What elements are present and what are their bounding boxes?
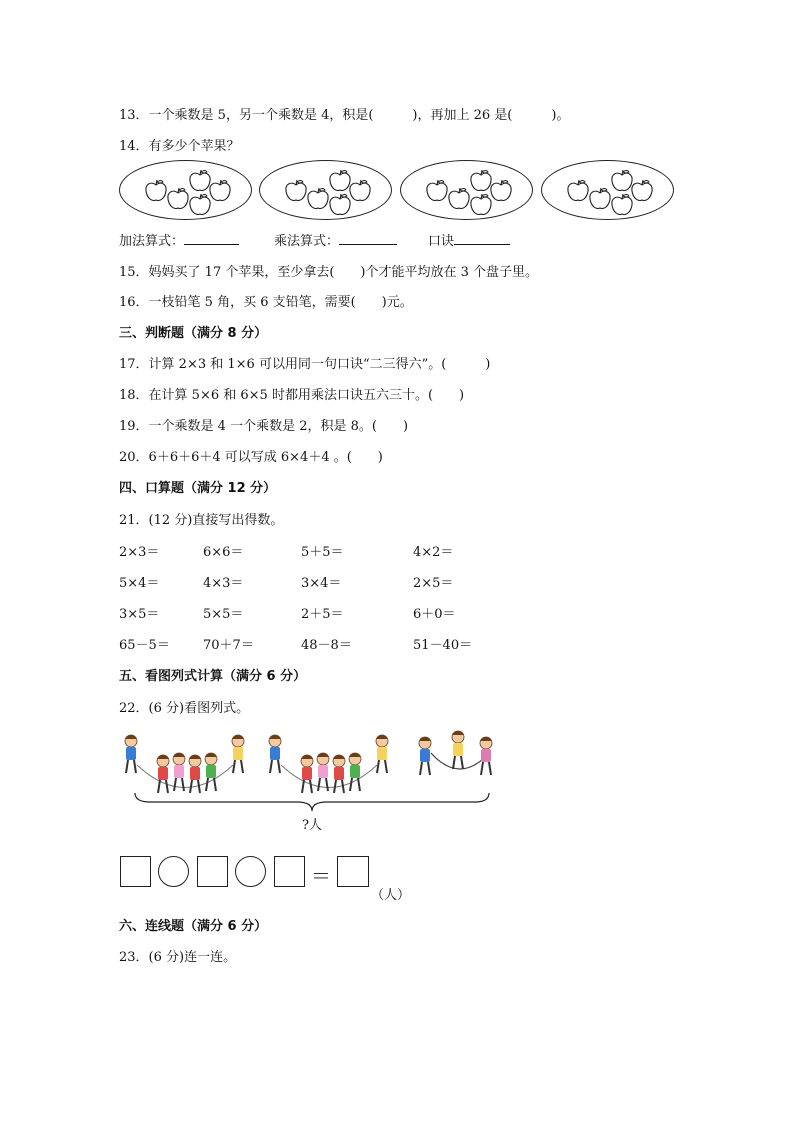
child-figure	[376, 735, 388, 773]
child-figure	[189, 755, 201, 793]
rope-group-3	[419, 731, 492, 775]
child-figure	[349, 753, 361, 791]
calc-cell: 3×5＝	[119, 607, 160, 622]
addition-label: 加法算式：	[119, 234, 185, 249]
question-18: 18．在计算 5×6 和 6×5 时都用乘法口诀五六三十。( )	[119, 388, 465, 403]
question-21: 21．(12 分)直接写出得数。	[119, 513, 284, 528]
calc-cell: 65－5＝	[119, 638, 170, 653]
question-22: 22．(6 分)看图列式。	[119, 701, 250, 716]
question-14: 14．有多少个苹果？	[119, 139, 240, 154]
question-19: 19．一个乘数是 4 一个乘数是 2，积是 8。( )	[119, 419, 409, 434]
child-figure	[232, 735, 244, 773]
rhyme-blank[interactable]	[454, 232, 510, 245]
rhyme-label-row	[428, 230, 510, 249]
child-figure	[269, 735, 281, 773]
answer-box-2[interactable]	[197, 856, 228, 887]
multiplication-label-row	[274, 230, 397, 249]
child-figure	[125, 735, 137, 773]
calc-cell: 51－40＝	[413, 638, 473, 653]
section-6-title: 六、连线题（满分 6 分）	[119, 919, 268, 934]
apple-icon	[468, 192, 494, 218]
apple-icon	[609, 192, 635, 218]
child-figure	[333, 755, 345, 793]
calc-cell: 2×5＝	[413, 576, 454, 591]
rope-group-2	[269, 735, 388, 793]
calc-cell: 48－8＝	[301, 638, 352, 653]
child-figure	[301, 755, 313, 793]
question-15: 15．妈妈买了 17 个苹果，至少拿去( )个才能平均放在 3 个盘子里。	[119, 265, 539, 280]
equals-sign: ＝	[311, 864, 331, 888]
calc-cell: 6×6＝	[203, 545, 244, 560]
addition-blank[interactable]	[184, 232, 239, 245]
rope-group-1	[125, 735, 244, 793]
multiplication-blank[interactable]	[339, 232, 397, 245]
question-16: 16．一枝铅笔 5 角，买 6 支铅笔，需要( )元。	[119, 295, 413, 310]
child-figure	[317, 753, 329, 791]
question-13: 13．一个乘数是 5，另一个乘数是 4，积是( )，再加上 26 是( )。	[119, 108, 570, 123]
answer-box-3[interactable]	[274, 856, 305, 887]
calc-cell: 5×4＝	[119, 576, 160, 591]
brace	[135, 793, 489, 811]
question-23: 23．(6 分)连一连。	[119, 950, 237, 965]
child-figure	[480, 737, 492, 775]
answer-box-result[interactable]	[337, 856, 369, 887]
multiplication-label: 乘法算式：	[274, 234, 340, 249]
addition-label-row	[119, 230, 239, 249]
child-figure	[419, 737, 431, 775]
calc-cell: 5＋5＝	[301, 545, 344, 560]
child-figure	[452, 731, 464, 769]
apple-icon	[327, 192, 353, 218]
question-17: 17．计算 2×3 和 1×6 可以用同一句口诀“二三得六”。( )	[119, 357, 491, 372]
calc-cell: 5×5＝	[203, 607, 244, 622]
answer-box-1[interactable]	[120, 856, 151, 887]
apple-icon	[187, 192, 213, 218]
child-figure	[173, 753, 185, 791]
unit-label: （人）	[371, 888, 411, 903]
calc-cell: 6＋0＝	[413, 607, 456, 622]
calc-cell: 3×4＝	[301, 576, 342, 591]
calc-cell: 2×3＝	[119, 545, 160, 560]
calc-cell: 2＋5＝	[301, 607, 344, 622]
rhyme-label: 口诀	[428, 234, 455, 249]
calc-cell: 70＋7＝	[203, 638, 254, 653]
question-20: 20．6＋6＋6＋4 可以写成 6×4＋4 。( )	[119, 450, 383, 465]
child-figure	[205, 753, 217, 791]
calc-cell: 4×2＝	[413, 545, 454, 560]
child-figure	[157, 755, 169, 793]
brace-label: ?人	[302, 818, 322, 833]
operator-circle-2[interactable]	[235, 856, 266, 887]
section-4-title: 四、口算题（满分 12 分）	[119, 481, 277, 496]
operator-circle-1[interactable]	[158, 856, 189, 887]
section-3-title: 三、判断题（满分 8 分）	[119, 326, 268, 341]
section-5-title: 五、看图列式计算（满分 6 分）	[119, 669, 307, 684]
calc-cell: 4×3＝	[203, 576, 244, 591]
